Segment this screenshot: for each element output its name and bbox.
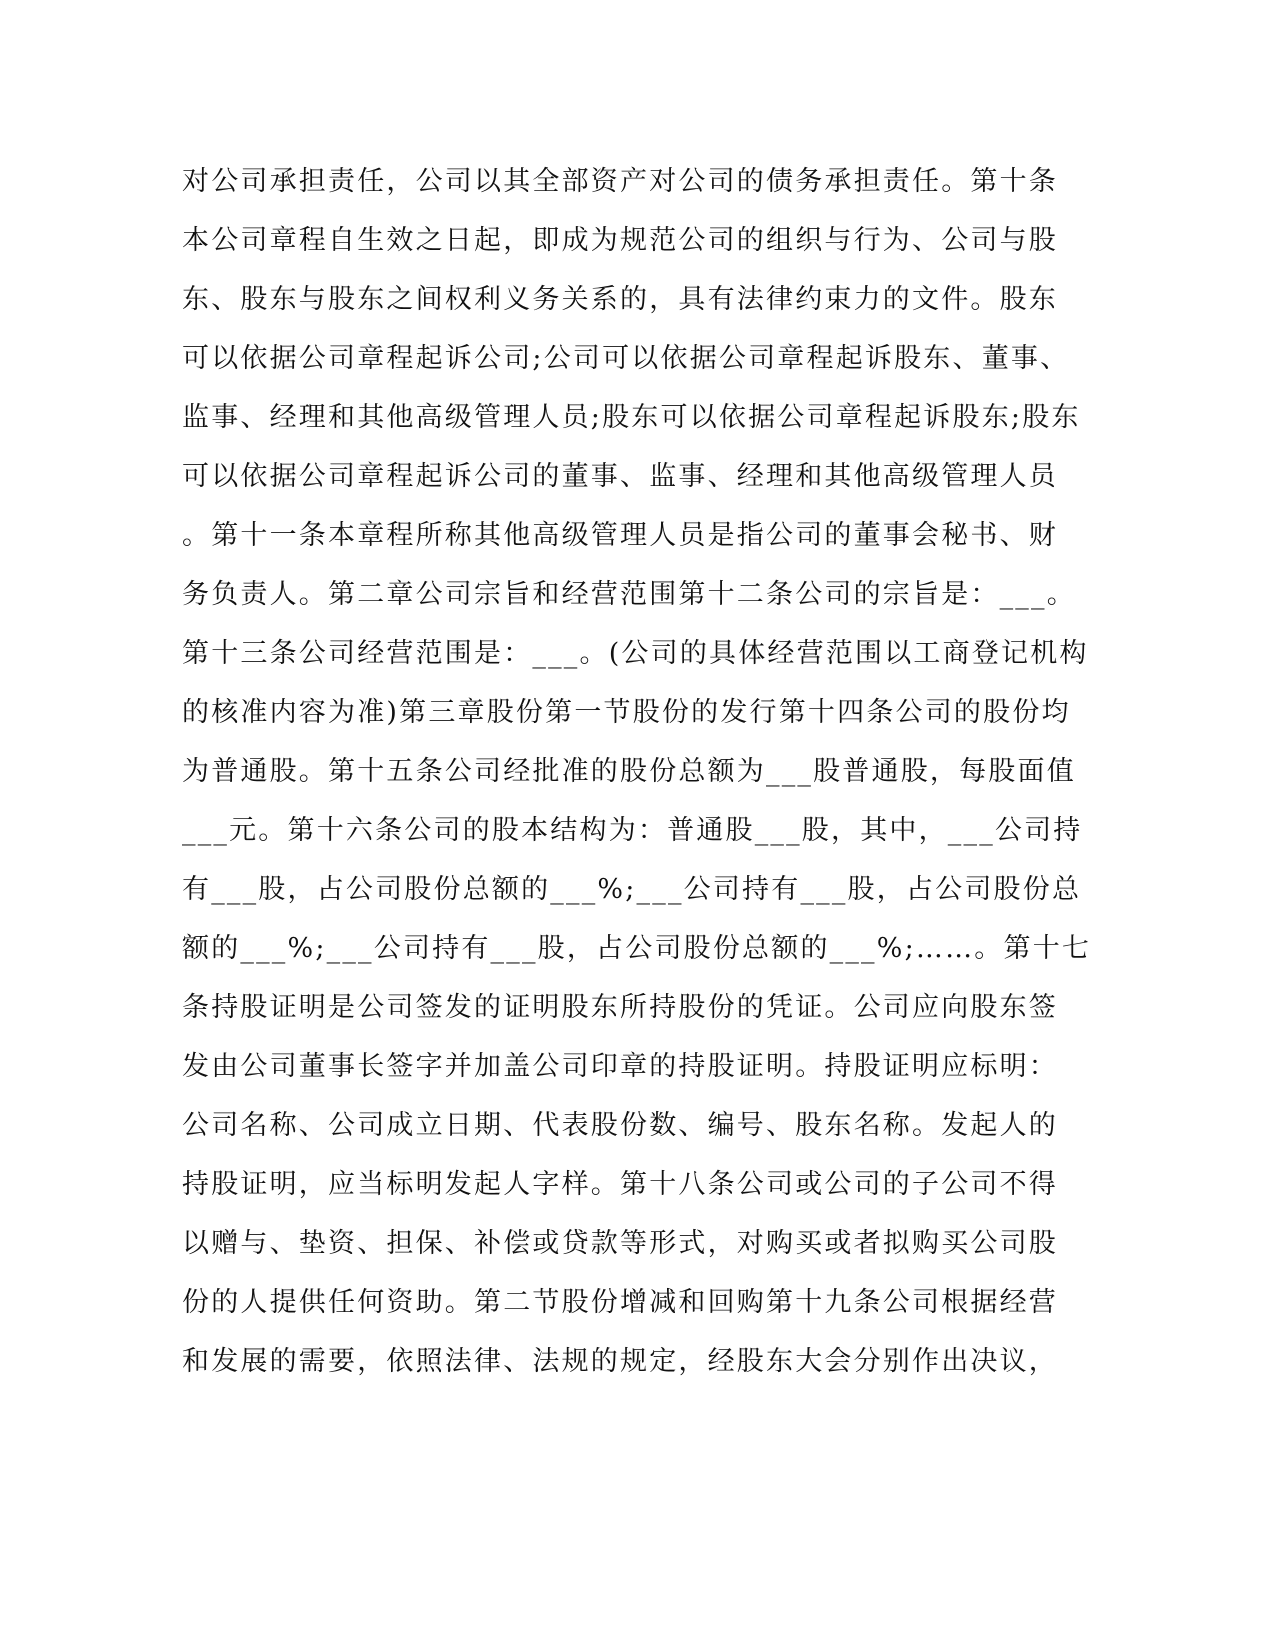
text-line: 可以依据公司章程起诉公司的董事、监事、经理和其他高级管理人员 xyxy=(182,461,1058,492)
text-line: 有___股，占公司股份总额的___%;___公司持有___股，占公司股份总 xyxy=(182,874,1082,905)
text-line: 为普通股。第十五条公司经批准的股份总额为___股普通股，每股面值 xyxy=(182,756,1076,787)
text-line: 公司名称、公司成立日期、代表股份数、编号、股东名称。发起人的 xyxy=(182,1110,1058,1141)
text-line: 东、股东与股东之间权利义务关系的，具有法律约束力的文件。股东 xyxy=(182,284,1058,315)
text-line: 和发展的需要，依照法律、法规的规定，经股东大会分别作出决议， xyxy=(182,1346,1058,1377)
text-line: 。第十一条本章程所称其他高级管理人员是指公司的董事会秘书、财 xyxy=(182,520,1058,551)
text-line: 本公司章程自生效之日起，即成为规范公司的组织与行为、公司与股 xyxy=(182,225,1058,256)
text-line: 发由公司董事长签字并加盖公司印章的持股证明。持股证明应标明： xyxy=(182,1051,1058,1082)
text-line: 务负责人。第二章公司宗旨和经营范围第十二条公司的宗旨是：___。 xyxy=(182,579,1076,610)
text-line: 监事、经理和其他高级管理人员;股东可以依据公司章程起诉股东;股东 xyxy=(182,402,1081,433)
document-body-text xyxy=(182,160,1092,1399)
text-line: 持股证明，应当标明发起人字样。第十八条公司或公司的子公司不得 xyxy=(182,1169,1058,1200)
text-line: 额的___%;___公司持有___股，占公司股份总额的___%;……。第十七 xyxy=(182,933,1092,964)
text-line: 可以依据公司章程起诉公司;公司可以依据公司章程起诉股东、董事、 xyxy=(182,343,1070,374)
text-line: ___元。第十六条公司的股本结构为：普通股___股，其中，___公司持 xyxy=(182,815,1083,846)
text-line: 份的人提供任何资助。第二节股份增减和回购第十九条公司根据经营 xyxy=(182,1287,1058,1318)
text-line: 的核准内容为准)第三章股份第一节股份的发行第十四条公司的股份均 xyxy=(182,697,1071,728)
text-line: 第十三条公司经营范围是：___。(公司的具体经营范围以工商登记机构 xyxy=(182,638,1089,669)
text-line: 条持股证明是公司签发的证明股东所持股份的凭证。公司应向股东签 xyxy=(182,992,1058,1023)
text-line: 以赠与、垫资、担保、补偿或贷款等形式，对购买或者拟购买公司股 xyxy=(182,1228,1058,1259)
text-line: 对公司承担责任，公司以其全部资产对公司的债务承担责任。第十条 xyxy=(182,166,1058,197)
